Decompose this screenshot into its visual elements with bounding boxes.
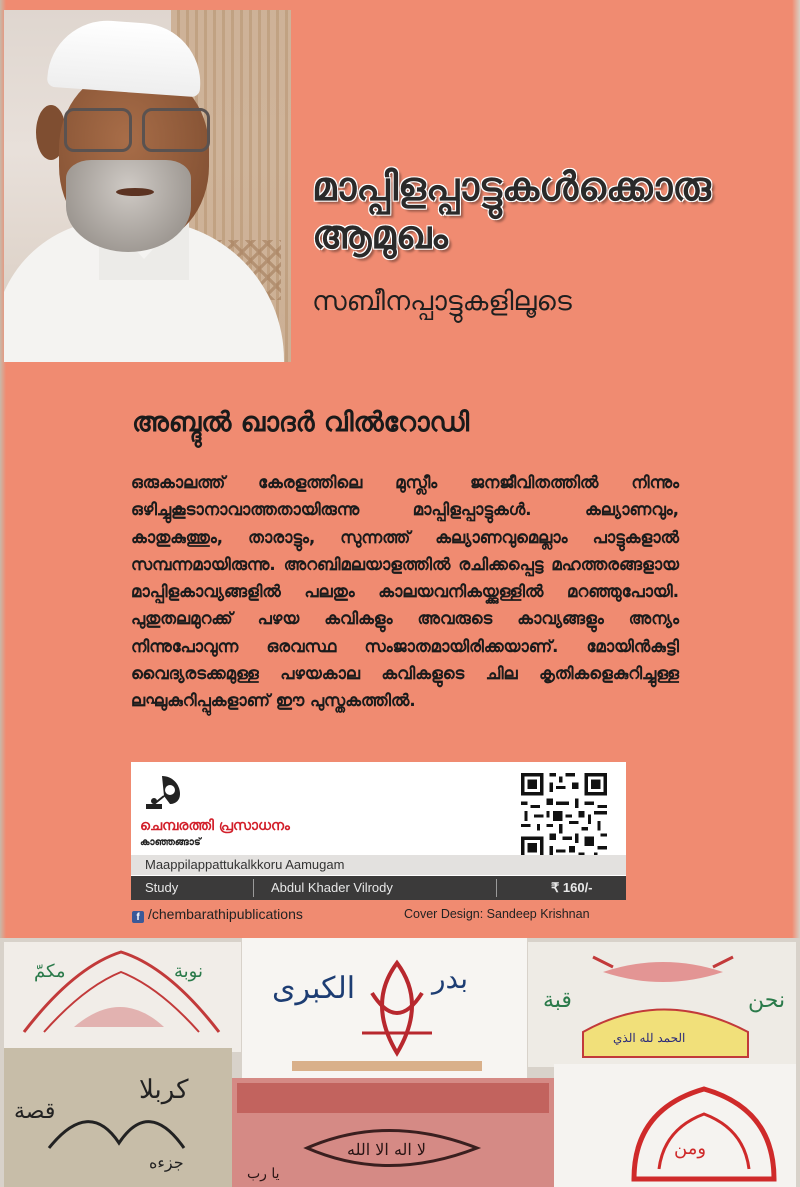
book-category: Study — [145, 880, 179, 895]
old-book-cover — [528, 942, 796, 1067]
book-meta-bar — [131, 876, 626, 900]
old-book-cover — [4, 1048, 232, 1187]
svg-text:يا رب: يا رب — [247, 1166, 280, 1182]
svg-text:الكبرى: الكبرى — [272, 971, 356, 1006]
old-book-cover — [554, 1064, 796, 1187]
old-book-cover — [242, 938, 527, 1078]
svg-text:جزءه: جزءه — [149, 1153, 184, 1172]
svg-text:نوبة: نوبة — [174, 961, 203, 982]
book-price: ₹ 160/- — [551, 880, 593, 895]
transliterated-title: Maappilappattukalkkoru Aamugam — [145, 857, 345, 872]
old-book-covers-collage — [0, 938, 800, 1187]
title-line-1: മാപ്പിളപ്പാട്ടുകൾക്കൊരു — [312, 165, 711, 210]
gramophone-icon — [140, 770, 184, 814]
cover-design-credit: Cover Design: Sandeep Krishnan — [404, 907, 590, 921]
transliterated-title-bar — [131, 855, 626, 875]
qr-code — [518, 770, 610, 862]
svg-text:نحن: نحن — [748, 988, 786, 1013]
author-name: അബ്ദുൽ ഖാദർ വിൽറോഡി — [132, 407, 470, 438]
svg-text:قبة: قبة — [543, 988, 572, 1013]
title-line-2: ആമുഖം — [312, 213, 448, 258]
book-subtitle: സബീനപ്പാട്ടുകളിലൂടെ — [312, 286, 572, 317]
svg-text:لا اله الا الله: لا اله الا الله — [347, 1140, 427, 1159]
author-photo — [4, 10, 291, 362]
divider — [496, 879, 497, 897]
author-english-name: Abdul Khader Vilrody — [271, 880, 393, 895]
old-book-cover — [232, 1078, 554, 1187]
publisher-place: കാഞ്ഞങ്ങാട് — [140, 837, 201, 848]
svg-text:ومن: ومن — [674, 1138, 707, 1159]
old-book-cover — [4, 942, 241, 1052]
publisher-name: ചെമ്പരത്തി പ്രസാധനം — [140, 818, 290, 834]
book-blurb: ഒരുകാലത്ത് കേരളത്തിലെ മുസ്ലീം ജനജീവിതത്തിൽ നിന്നും ഒഴിച്ചുകൂടാനാവാത്തതായിരുന്നു മാപ്പിളപ്പാട്ടുകൾ. കല്യാണവും, കാതുകുത്തും, താരാട്ടും, സുന്നത്ത് കല്യാണവുമെല്ലാം പാട്ടുകളാൽ സമ്പന്നമായിരുന്നു. അറബിമലയാളത്തിൽ രചിക്കപ്പെട്ട മഹത്തരങ്ങളായ മാപ്പിളകാവ്യങ്ങളിൽ പലതും കാലയവനികയ്ക്കുള്ളിൽ മറഞ്ഞുപോയി. പുതുതലമുറക്ക് പഴയ കവികളും അവരുടെ കാവ്യങ്ങളും അന്യം നിന്നുപോവുന്ന ഒരവസ്ഥ സംജാതമായിരിക്കയാണ്. മോയിൻകുട്ടി വൈദ്യരടക്കമുള്ള പഴയകാല കവികളുടെ ചില കൃതികളെകുറിച്ചുള്ള ലഘുകുറിപ്പുകളാണ് ഈ പുസ്തകത്തിൽ. — [131, 473, 679, 711]
facebook-handle: /chembarathipublications — [148, 906, 303, 922]
divider — [253, 879, 254, 897]
book-title — [312, 164, 782, 260]
svg-text:مكمّ: مكمّ — [34, 961, 66, 982]
svg-text:بدر: بدر — [432, 962, 469, 995]
svg-text:الحمد لله الذي: الحمد لله الذي — [613, 1031, 686, 1045]
facebook-icon: f — [132, 911, 144, 923]
facebook-link — [132, 906, 303, 923]
svg-text:قصة: قصة — [14, 1099, 56, 1124]
svg-text:كربلا: كربلا — [139, 1075, 189, 1105]
